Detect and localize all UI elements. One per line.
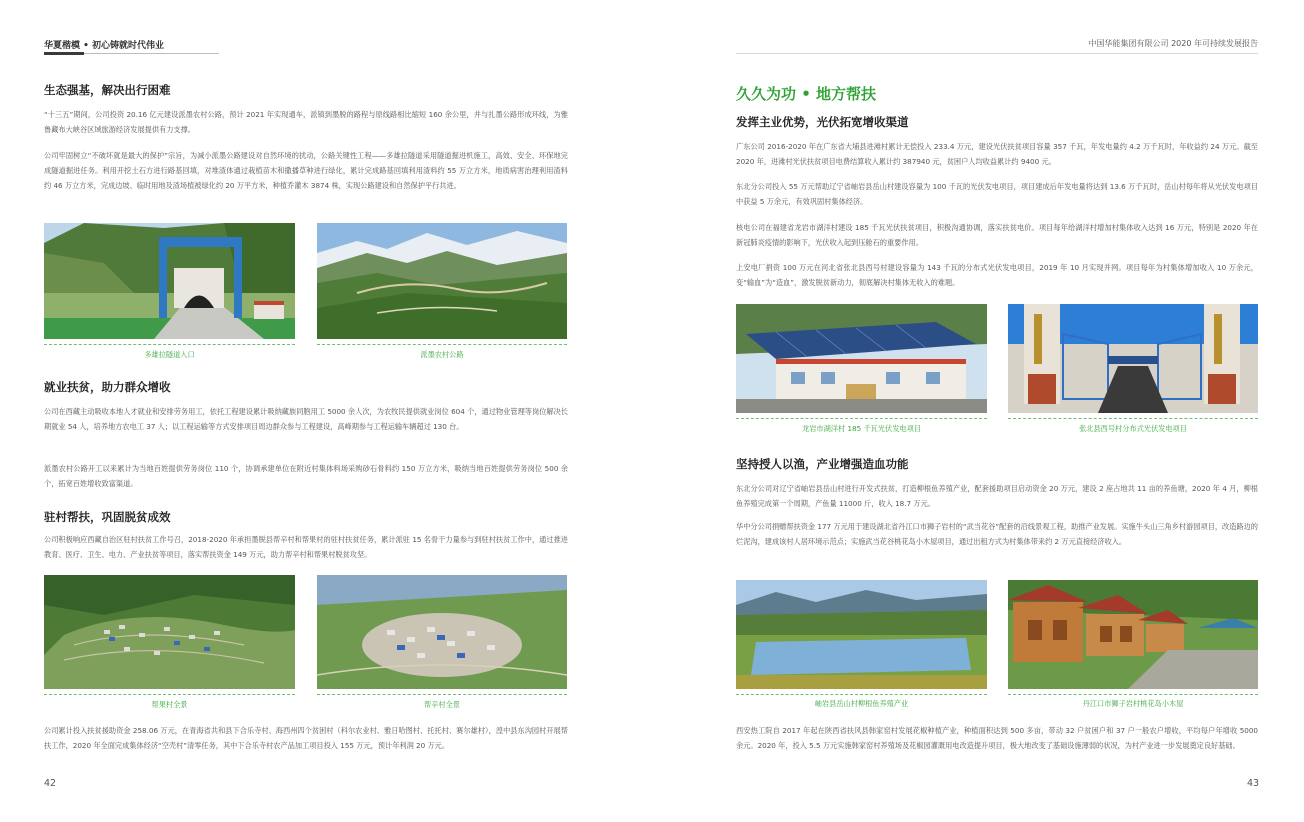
photo-tunnel-entrance xyxy=(44,223,295,339)
paragraph: 广东公司 2016-2020 年在广东省大埔县进滩村累计无偿投入 233.4 万元，建设光伏扶贫项目容量 357 千瓦，年发电量约 4.2 万千瓦时，年收益约 24 万元。截至 2020 年，进滩村光伏扶贫项目电费结算收入累计约 387940 元，贫困户人均收益累计约 9400 元。 xyxy=(736,142,1258,166)
page-number-left: 42 xyxy=(44,778,57,789)
photo-wooden-cabins xyxy=(1008,580,1258,689)
caption-divider xyxy=(44,694,295,695)
caption-divider xyxy=(736,694,987,695)
photo-solar-roof xyxy=(736,304,987,413)
paragraph: 上安电厂捐资 100 万元在河北省张北县西号村建设容量为 143 千瓦的分布式光伏发电项目，2019 年 10 月实现并网。项目每年为村集体增加收入 10 万余元，变“输血”为“造血”，激发脱贫新动力，彻底解决村集体无收入的难题。 xyxy=(736,263,1258,287)
caption-bangguo: 帮果村全景 xyxy=(151,700,188,709)
caption-divider xyxy=(44,344,295,345)
photo-fish-pond xyxy=(736,580,987,689)
paragraph: 派墨农村公路开工以来累计为当地百姓提供劳务岗位 110 个，协调承建单位在附近村集体料场采购砂石骨料约 150 万立方米，吸纳当地百姓提供劳务岗位 500 余个，拓宽百姓增收致富渠道。 xyxy=(44,464,568,488)
paragraph: 公司累计投入扶贫援助资金 258.06 万元，在青海省共和县下合乐寺村、海西州四个贫困村（科尔农业村、雅日哈图村、托托村、赛尔雄村），湟中县东沟园村开展帮扶工作，2020 年全面完成集体经济“空壳村”清零任务，其中下合乐寺村农产品加工项目投入 155 万元，预计年利润 20 万元。 xyxy=(44,726,568,750)
caption-tunnel: 多雄拉隧道入口 xyxy=(144,350,195,359)
photo-bangguo-village xyxy=(44,575,295,689)
section-title-solar: 发挥主业优势，光伏拓宽增收渠道 xyxy=(736,115,909,129)
header-divider-right xyxy=(736,53,1258,54)
caption-divider xyxy=(736,418,987,419)
paragraph: 公司在西藏主动吸收本地人才就业和安排劳务用工，依托工程建设累计吸纳藏族同胞用工 5000 余人次，为农牧民提供就业岗位 604 个，通过物业管理等岗位解决长期就业 54 人，培养地方农电工 37 人；以工程运输等方式安排项目周边群众参与工程建设，高峰期参与工程运输车辆超过 130 台。 xyxy=(44,407,569,431)
paragraph: 华中分公司捐赠帮扶资金 177 万元用于建设湖北省丹江口市狮子岩村的“武当花谷”配套的沿线景观工程，助推产业发展。实施牛头山三角乡村游园项目，改造路边的烂泥沟，建成该村人居环境示范点；实施武当花谷桃花岛小木屋项目，通过出租方式为村集体带来约 2 万元直接经济收入。 xyxy=(736,522,1258,546)
paragraph: 东北分公司对辽宁省岫岩县岳山村进行开发式扶贫，打造柳根鱼养殖产业，配套援助项目启动资金 20 万元，建设 2 座占地共 11 亩的养鱼塘，2020 年 4 月，柳根鱼养殖完成第一个周期，产鱼量 11000 斤，收入 18.7 万元。 xyxy=(736,484,1258,508)
caption-road: 派墨农村公路 xyxy=(420,350,464,359)
paragraph: 西安热工院自 2017 年起在陕西省扶风县韩家窑村发展花椒种植产业，种植面积达到 500 多亩，带动 32 户贫困户和 37 户一般农户增收，平均每户年增收 5000 余元。2020 年，投入 5.5 万元实施韩家窑村养殖场及花椒园灌溉用电改造提升项目，极大地改变了基础设施薄弱的状况，为村产业进一步发展奠定良好基础。 xyxy=(736,726,1258,750)
section-title-industry: 坚持授人以渔，产业增强造血功能 xyxy=(736,457,909,471)
main-section-title: 久久为功 • 地方帮扶 xyxy=(736,85,877,103)
paragraph: 东北分公司投入 55 万元帮助辽宁省岫岩县岳山村建设容量为 100 千瓦的光伏发电项目，项目建成后年发电量将达到 13.6 万千瓦时，岳山村每年将从光伏发电项目中获益 5 万余元，有效巩固村集体经济。 xyxy=(736,182,1258,206)
caption-divider xyxy=(1008,418,1258,419)
paragraph: 公司积极响应西藏自治区驻村扶贫工作号召，2018-2020 年承担墨脱县帮辛村和帮果村的驻村扶贫任务，累计派驻 15 名骨干力量参与到驻村扶贫工作中，通过推进教育、医疗、卫生、电力、产业扶贫等项目，落实帮扶资金 149 万元，助力帮辛村和帮果村脱贫攻坚。 xyxy=(44,535,568,559)
caption-wooden-cabins: 丹江口市狮子岩村桃花岛小木屋 xyxy=(1082,699,1184,708)
photo-solar-gate xyxy=(1008,304,1258,413)
photo-rural-road xyxy=(317,223,567,339)
page-number-right: 43 xyxy=(1247,778,1260,789)
header-underline-accent xyxy=(44,52,84,55)
caption-divider xyxy=(317,344,567,345)
header-underline xyxy=(84,53,219,54)
section-title-village: 驻村帮扶，巩固脱贫成效 xyxy=(44,510,171,524)
caption-divider xyxy=(317,694,567,695)
section-title-ecology: 生态强基，解决出行困难 xyxy=(44,83,171,97)
photo-bangxin-village xyxy=(317,575,567,689)
section-title-employment: 就业扶贫，助力群众增收 xyxy=(44,380,171,394)
paragraph: “十三五”期间，公司投资 20.16 亿元建设派墨农村公路，预计 2021 年实现通车，派镇到墨脱的路程与原线路相比缩短 160 余公里，并与扎墨公路形成环线，为雅鲁藏布大峡谷区域旅游经济发展提供有力支撑。 xyxy=(44,110,568,134)
caption-longyan-solar: 龙岩市湖洋村 185 千瓦光伏发电项目 xyxy=(802,424,921,433)
caption-divider xyxy=(1008,694,1258,695)
paragraph: 核电公司在福建省龙岩市湖洋村建设 185 千瓦光伏扶贫项目，积极沟通协调，落实扶贫电价。项目每年给湖洋村增加村集体收入达到 16 万元，特别是 2020 年在新冠肺炎疫情的影响下，光伏收入起到压舱石的重要作用。 xyxy=(736,223,1258,247)
caption-zhangbei-solar: 张北县西号村分布式光伏发电项目 xyxy=(1079,424,1187,433)
caption-bangxin: 帮辛村全景 xyxy=(424,700,460,709)
header-left-title: 华夏楷模 • 初心铸就时代伟业 xyxy=(44,41,165,51)
paragraph: 公司牢固树立“不破坏就是最大的保护”宗旨，为减小派墨公路建设对自然环境的扰动，公路关键性工程——多雄拉隧道采用隧道掘进机施工，高效、安全、环保地完成隧道掘进任务。利用开挖土石方进行路基回填，对堆渣体通过栽植苗木和撒播草种进行绿化，累计完成路基回填利用渣料约 55 万立方米，地质病害治理利用渣料约 46 万立方米，完成边坡、临时用地及渣场植被绿化约 20 万平方米，种植乔灌木 3874 株，实现公路建设和自然保护平行共进。 xyxy=(44,151,568,190)
header-right-title: 中国华能集团有限公司 2020 年可持续发展报告 xyxy=(1088,39,1258,48)
caption-fish-farming: 岫岩县岳山村柳根鱼养殖产业 xyxy=(814,699,909,708)
